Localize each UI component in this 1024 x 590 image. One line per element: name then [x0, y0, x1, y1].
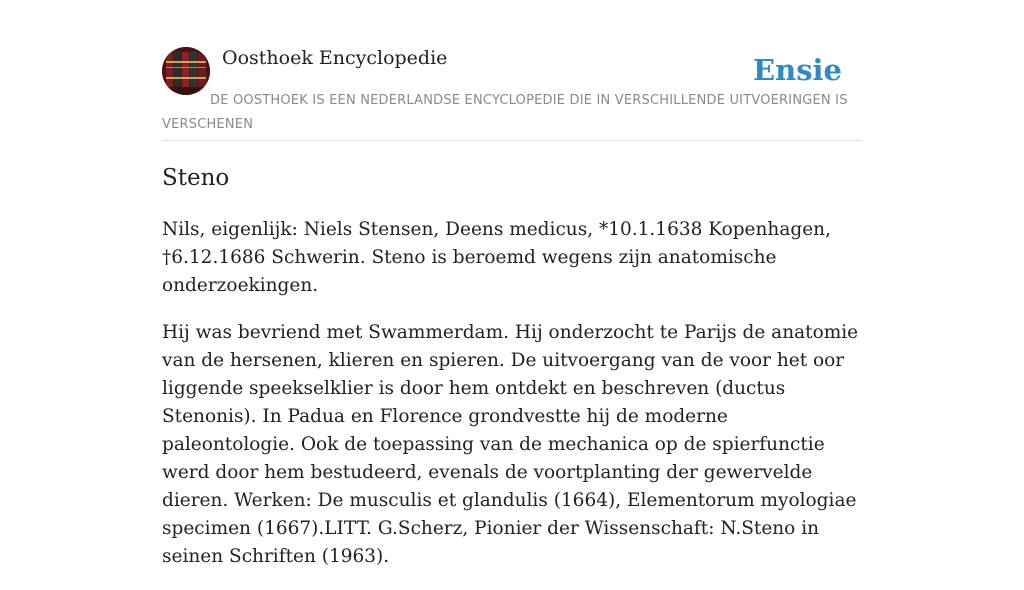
- site-tagline: DE OOSTHOEK IS EEN NEDERLANDSE ENCYCLOPEDIE DIE IN VERSCHILLENDE UITVOERINGEN IS VERSCHENEN: [162, 93, 848, 132]
- book-spines-icon[interactable]: [162, 47, 210, 95]
- article-paragraph: Nils, eigenlijk: Niels Stensen, Deens medicus, *10.1.1638 Kopenhagen, †6.12.1686 Schwerin. Steno is beroemd wegens zijn anatomische onderzoekingen.: [162, 219, 831, 296]
- article-title: Steno: [162, 165, 230, 191]
- article-paragraph: Hij was bevriend met Swammerdam. Hij onderzocht te Parijs de anatomie van de hersenen, klieren en spieren. De uitvoergang van de voor het oor liggende speekselklier is door hem ontdekt en beschreven (ductus Stenonis). In Padua en Florence grondvestte hij de moderne paleontologie. Ook de toepassing van de mechanica op de spierfunctie werd door hem bestudeerd, evenals de voortplanting der gewervelde dieren. Werken: De musculis et glandulis (1664), Elementorum myologiae specimen (1667).LITT. G.Scherz, Pionier der Wissenschaft: N.Steno in seinen Schriften (1963).: [162, 322, 859, 567]
- site-name[interactable]: Oosthoek Encyclopedie: [222, 47, 448, 69]
- site-header: [162, 0, 862, 141]
- brand-logo-link[interactable]: Ensie: [753, 53, 842, 87]
- article-body: [162, 216, 862, 590]
- page: [162, 0, 862, 567]
